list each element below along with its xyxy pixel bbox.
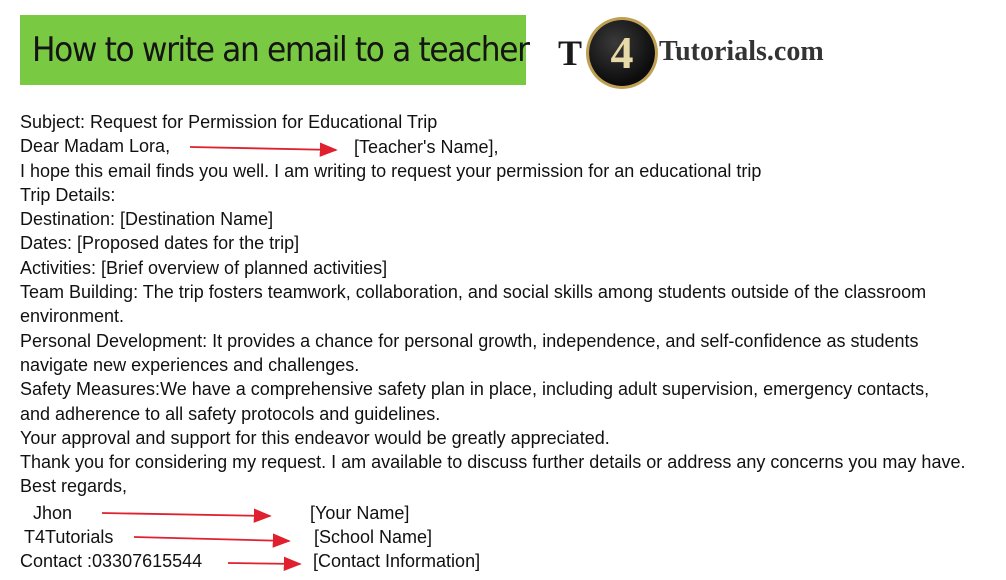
destination-line: Destination: [Destination Name] — [20, 209, 274, 230]
logo-text: Tutorials.com — [659, 36, 824, 67]
title-banner — [20, 15, 529, 85]
safety-measures-line: Safety Measures:We have a comprehensive safety plan in place, including adult supervision, emergency contacts, — [20, 379, 930, 400]
sender-name: Jhon — [33, 503, 73, 523]
closing-line: Best regards, — [20, 476, 128, 497]
safety-measures-line-continued: and adherence to all safety protocols and guidelines. — [20, 403, 441, 424]
email-letter-body — [20, 110, 1006, 499]
your-name-arrow — [102, 513, 270, 516]
teacher-name-placeholder: [Teacher's Name], — [354, 137, 499, 157]
contact-line: Contact :03307615544 — [20, 551, 203, 571]
t4tutorials-logo — [555, 14, 845, 90]
personal-development-line-continued: navigate new experiences and challenges. — [20, 354, 360, 375]
trip-details-heading: Trip Details: — [20, 184, 116, 205]
logo-number: 4 — [610, 27, 634, 78]
your-name-placeholder: [Your Name] — [310, 503, 410, 523]
contact-arrow — [228, 563, 300, 564]
activities-line: Activities: [Brief overview of planned activities] — [20, 257, 388, 278]
dates-line: Dates: [Proposed dates for the trip] — [20, 233, 300, 254]
logo-circle-badge — [589, 20, 655, 86]
banner-title: How to write an email to a teacher — [32, 30, 529, 70]
team-building-line-continued: environment. — [20, 306, 125, 327]
contact-placeholder: [Contact Information] — [313, 551, 481, 571]
subject-line: Subject: Request for Permission for Educational Trip — [20, 112, 438, 132]
salutation-line: Dear Madam Lora, — [20, 136, 171, 157]
logo-letter-t: T — [558, 33, 583, 73]
school-name: T4Tutorials — [24, 527, 114, 547]
thanks-line: Thank you for considering my request. I am available to discuss further details or address any concerns you may have. — [20, 452, 966, 473]
approval-line: Your approval and support for this endeavor would be greatly appreciated. — [20, 427, 610, 448]
personal-development-line: Personal Development: It provides a chance for personal growth, independence, and self-confidence as students — [20, 330, 919, 351]
school-name-placeholder: [School Name] — [314, 527, 433, 547]
opening-paragraph: I hope this email finds you well. I am writing to request your permission for an educational trip — [20, 160, 762, 181]
school-name-arrow — [134, 537, 289, 541]
team-building-line: Team Building: The trip fosters teamwork, collaboration, and social skills among students outside of the classroom — [20, 282, 927, 303]
